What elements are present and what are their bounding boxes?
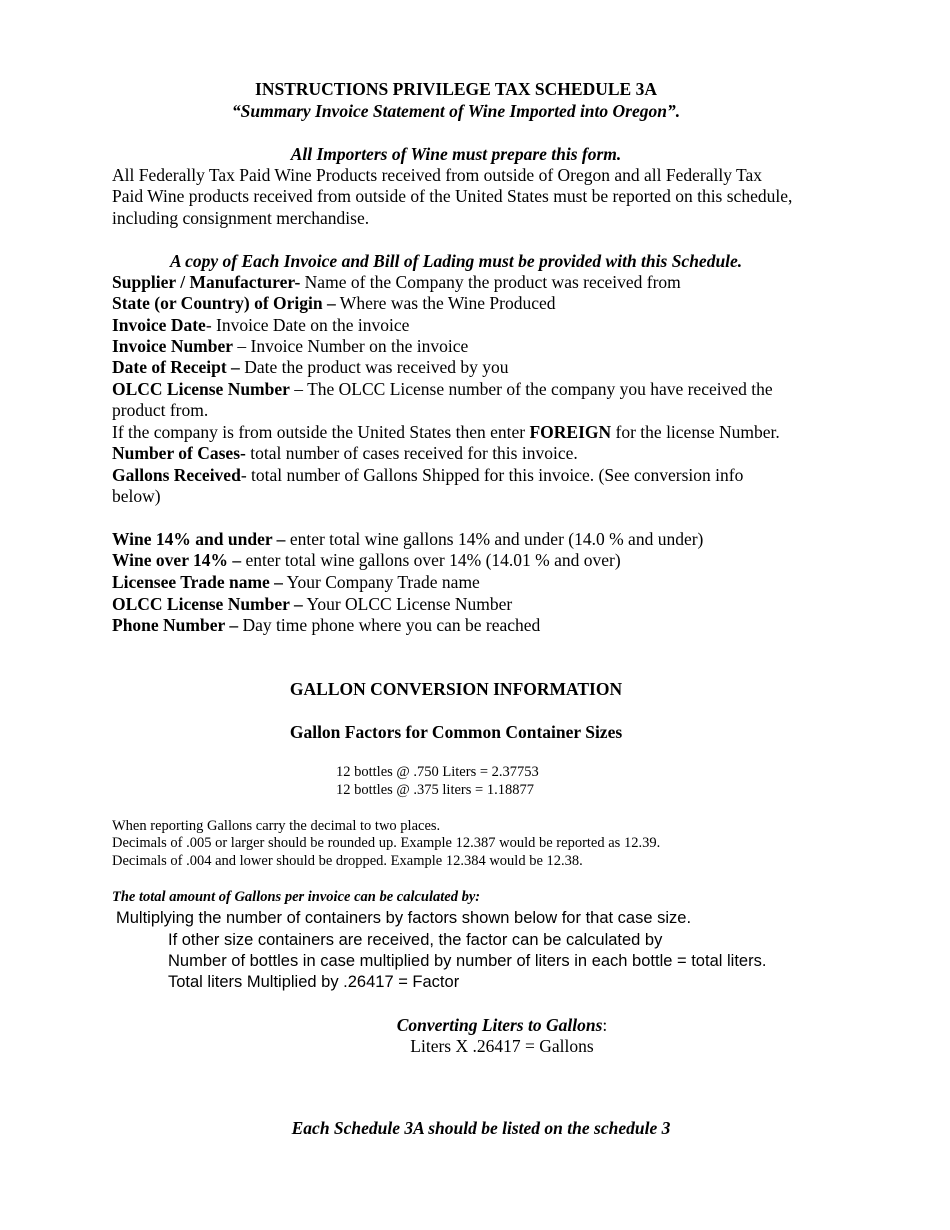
field-term: Invoice Date — [112, 315, 206, 335]
calc-line: Total liters Multiplied by .26417 = Factor — [168, 973, 460, 991]
calc-line: Multiplying the number of containers by factors shown below for that case size. — [116, 909, 692, 927]
field-desc: Day time phone where you can be reached — [238, 615, 541, 635]
field-own-license — [112, 593, 512, 615]
field-term: OLCC License Number — [112, 379, 290, 399]
field-desc: below) — [112, 486, 161, 506]
calc-line: Number of bottles in case multiplied by number of liters in each bottle = total liters. — [168, 952, 767, 970]
field-desc: - total number of Gallons Shipped for this invoice. (See conversion info — [240, 465, 744, 485]
field-number-cases — [112, 442, 578, 464]
calc-line: If other size containers are received, the factor can be calculated by — [168, 931, 663, 949]
field-term: Number of Cases- — [112, 443, 246, 463]
liters-heading — [0, 1014, 950, 1036]
field-term: Wine over 14% – — [112, 550, 242, 570]
intro-line: Paid Wine products received from outside of the United States must be reported on this schedule, — [112, 186, 793, 206]
page-title: INSTRUCTIONS PRIVILEGE TAX SCHEDULE 3A — [255, 79, 657, 99]
intro-line: All Federally Tax Paid Wine Products received from outside of Oregon and all Federally Tax — [112, 165, 763, 185]
field-invoice-number — [112, 335, 468, 357]
field-trade-name — [112, 571, 480, 593]
page-subtitle: “Summary Invoice Statement of Wine Imported into Oregon”. — [231, 101, 681, 121]
foreign-before: If the company is from outside the United States then enter — [112, 422, 530, 442]
field-gallons-received-cont — [112, 485, 161, 507]
field-term: Invoice Number — [112, 336, 234, 356]
field-olcc-license — [112, 378, 773, 400]
field-desc: total number of cases received for this invoice. — [245, 443, 578, 463]
field-gallons-received — [112, 464, 743, 486]
rounding-line: Decimals of .005 or larger should be rounded up. Example 12.387 would be reported as 12.39. — [112, 835, 661, 851]
field-phone — [112, 614, 540, 636]
field-desc: – The OLCC License number of the company you have received the — [289, 379, 773, 399]
field-desc: enter total wine gallons over 14% (14.01 % and over) — [241, 550, 621, 570]
field-term: Gallons Received — [112, 465, 241, 485]
liters-formula: Liters X .26417 = Gallons — [410, 1036, 594, 1056]
conversion-subheading: Gallon Factors for Common Container Sizes — [289, 722, 623, 742]
field-desc: Where was the Wine Produced — [335, 293, 556, 313]
field-term: Wine 14% and under – — [112, 529, 286, 549]
field-term: Phone Number – — [112, 615, 239, 635]
field-term: State (or Country) of Origin – — [112, 293, 336, 313]
field-desc: Date the product was received by you — [239, 357, 509, 377]
rounding-line: When reporting Gallons carry the decimal to two places. — [112, 818, 441, 834]
field-desc: - Invoice Date on the invoice — [205, 315, 410, 335]
field-desc: Your OLCC License Number — [302, 594, 513, 614]
foreign-bold: FOREIGN — [529, 422, 612, 442]
field-term: Supplier / Manufacturer- — [112, 272, 301, 292]
field-date-receipt — [112, 356, 509, 378]
copy-notice: A copy of Each Invoice and Bill of Lading must be provided with this Schedule. — [170, 251, 743, 271]
foreign-after: for the license Number. — [611, 422, 780, 442]
footer-note: Each Schedule 3A should be listed on the schedule 3 — [291, 1118, 671, 1138]
field-origin — [112, 292, 556, 314]
factor-line: 12 bottles @ .750 Liters = 2.37753 — [336, 764, 539, 780]
liters-heading-colon: : — [602, 1015, 608, 1035]
field-invoice-date — [112, 314, 409, 336]
intro-line: including consignment merchandise. — [112, 208, 370, 228]
field-desc: product from. — [112, 400, 209, 420]
liters-heading-text: Converting Liters to Gallons — [396, 1015, 603, 1035]
field-wine-over — [112, 549, 621, 571]
factor-line: 12 bottles @ .375 liters = 1.18877 — [336, 782, 534, 798]
field-desc: Name of the Company the product was received from — [300, 272, 681, 292]
rounding-line: Decimals of .004 and lower should be dropped. Example 12.384 would be 12.38. — [112, 853, 583, 869]
field-supplier — [112, 271, 681, 293]
conversion-heading: GALLON CONVERSION INFORMATION — [289, 679, 623, 699]
field-desc: enter total wine gallons 14% and under (14.0 % and under) — [285, 529, 704, 549]
calc-heading: The total amount of Gallons per invoice can be calculated by: — [112, 889, 481, 905]
field-desc: – Invoice Number on the invoice — [233, 336, 469, 356]
field-term: Licensee Trade name – — [112, 572, 283, 592]
field-desc: Your Company Trade name — [282, 572, 480, 592]
intro-heading: All Importers of Wine must prepare this form. — [290, 144, 622, 164]
field-olcc-license-cont — [112, 399, 208, 421]
field-wine-under — [112, 528, 703, 550]
field-term: Date of Receipt – — [112, 357, 240, 377]
foreign-note — [112, 421, 780, 443]
field-term: OLCC License Number – — [112, 594, 303, 614]
